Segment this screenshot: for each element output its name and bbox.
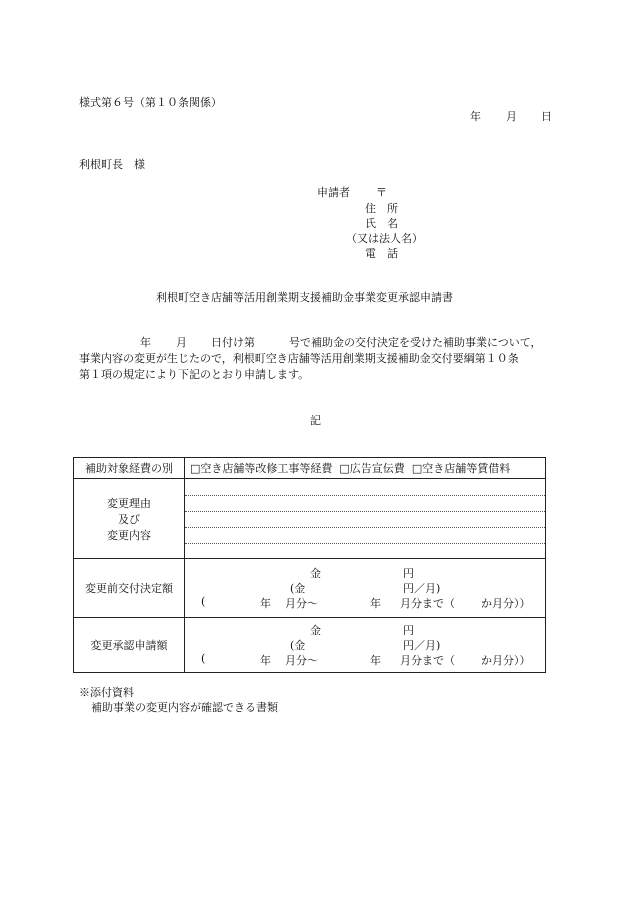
date-month: 月 (506, 110, 517, 123)
change-reason-label (74, 479, 185, 559)
requested-month-to: 月分まで（ (400, 654, 455, 667)
before-amount-field[interactable] (185, 559, 546, 618)
requested-en-month: 円／月) (403, 639, 441, 652)
body-line2: 事業内容の変更が生じたので，利根町空き店舗等活用創業期支援補助金交付要綱第１０条 (79, 352, 519, 365)
requested-kin-paren: (金 (290, 639, 306, 652)
requested-year-from: 年 (260, 654, 271, 667)
before-kin-paren: (金 (290, 582, 306, 595)
table-row-requested-amount (74, 618, 546, 673)
before-en: 円 (403, 567, 414, 580)
body-month: 月 (176, 336, 187, 349)
before-kin: 金 (310, 567, 321, 580)
option-advertising[interactable]: □広告宣伝費 (339, 462, 405, 475)
change-reason-label-3: 変更内容 (107, 528, 151, 542)
requested-month-from: 月分～ (285, 654, 318, 667)
requested-months: か月分）） (481, 654, 531, 667)
before-paren-open: ( (201, 595, 206, 608)
date-year: 年 (470, 110, 481, 123)
body-line1: 号で補助金の交付決定を受けた補助事業について， (289, 336, 542, 349)
body-year: 年 (140, 336, 151, 349)
postal-mark: 〒 (376, 186, 387, 199)
change-reason-label-2: 及び (118, 512, 140, 526)
expense-type-label: 補助対象経費の別 (74, 458, 185, 479)
change-reason-field[interactable] (185, 479, 546, 559)
attachments-item: 補助事業の変更内容が確認できる書類 (91, 701, 278, 714)
before-year-from: 年 (260, 597, 271, 610)
applicant-name-label: 氏 名 (365, 217, 398, 230)
before-month-from: 月分～ (285, 597, 318, 610)
change-details-table (73, 457, 546, 673)
applicant-address-label: 住 所 (365, 202, 398, 215)
addressee: 利根町長 様 (79, 158, 145, 171)
body-line3: 第１項の規定により下記のとおり申請します。 (79, 368, 310, 381)
form-number: 様式第６号（第１０条関係） (79, 96, 222, 109)
before-year-to: 年 (370, 597, 381, 610)
table-row-expense-type (74, 458, 546, 479)
requested-paren-open: ( (201, 652, 206, 665)
requested-year-to: 年 (370, 654, 381, 667)
requested-en: 円 (403, 624, 414, 637)
ki-heading: 記 (310, 414, 321, 427)
expense-type-options (185, 458, 546, 479)
applicant-phone-label: 電 話 (365, 247, 398, 260)
before-months: か月分）） (481, 597, 531, 610)
option-rent[interactable]: □空き店舗等賃借料 (411, 462, 511, 475)
applicant-label: 申請者 (317, 186, 350, 199)
option-renovation[interactable]: □空き店舗等改修工事等経費 (190, 462, 333, 475)
requested-kin: 金 (310, 624, 321, 637)
applicant-corp-label: （又は法人名） (346, 232, 423, 245)
before-month-to: 月分まで（ (400, 597, 455, 610)
table-row-before-amount (74, 559, 546, 618)
document-title: 利根町空き店舗等活用創業期支援補助金事業変更承認申請書 (156, 291, 453, 304)
change-reason-label-1: 変更理由 (107, 496, 151, 510)
attachments-heading: ※添付資料 (79, 686, 134, 699)
before-amount-label: 変更前交付決定額 (74, 559, 185, 618)
requested-amount-label: 変更承認申請額 (74, 618, 185, 673)
table-row-change-reason (74, 479, 546, 559)
body-day-number: 日付け第 (211, 336, 255, 349)
before-en-month: 円／月) (403, 582, 441, 595)
date-day: 日 (541, 110, 552, 123)
requested-amount-field[interactable] (185, 618, 546, 673)
